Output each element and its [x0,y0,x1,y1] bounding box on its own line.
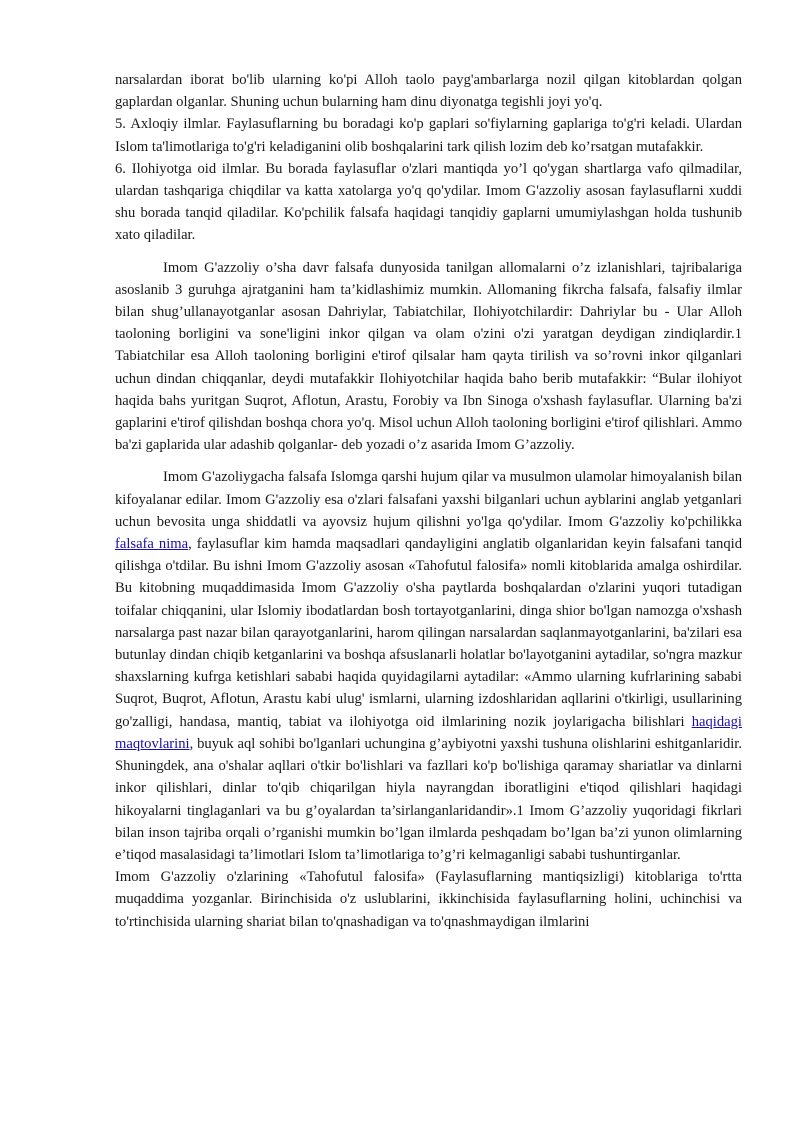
paragraph-tahofut [115,466,742,866]
paragraph-text: Imom G'azzoliy o'zlarining «Tahofutul falosifa» (Faylasuflarning mantiqsizligi) kitoblariga to'rtta muqaddima yozganlar. Birinchisida o'z uslublarini, ikkinchisida faylasuflarning holini, uchinchisi va to'rtinchisida ularning shariat bilan to'qnashadigan va to'qnashmaydigan ilmlarini [115,869,742,930]
paragraph-text: 5. Axloqiy ilmlar. Faylasuflarning bu boradagi ko'p gaplari so'fiylarning gaplariga to'g'ri keladi. Ulardan Islom ta'limotlariga to'g'ri keladiganini olib boshqalarini tark qilish lozim deb ko’rsatgan mutafakkir. [115,116,742,155]
paragraph-text: , buyuk aql sohibi bo'lganlari uchungina g’aybiyotni yaxshi tushuna olishlarini eshitganlaridir. Shuningdek, ana o'shalar aqllari o'tkir bo'lishlari va fazllari ko'p bo'lishiga qaramay shariatlar va dinlarni inkor qilishlari, dinlar to'qib chiqarilgan hiyla nayrangdan iboratligini e'tiqod qilishlari haqidagi hikoyalarni tinglaganlari va bu g’oyalardan ta’sirlanganlaridandir».1 Imom G’azzoliy yuqoridagi fikrlari bilan inson tajriba orqali o’rganishi mumkin bo’lgan ilmlarda peshqadam bo’lgan ba’zi yunon olimlarning e’tiqod masalasidagi ta’limotlari Islom ta’limotlariga to’g’ri kelmaganligi sababi tushuntirganlar. [115,735,742,863]
paragraph-text: Imom G'azzoliy o’sha davr falsafa dunyosida tanilgan allomalarni o’z izlanishlari, tajribalariga asoslanib 3 guruhga ajratganini ham ta’kidlashimiz mumkin. Allomaning fikrcha falsafa, falsafiy ilmlar bilan shug’ullanayotganlar asosan Dahriylar, Tabiatchilar, Ilohiyotchilardir: Dahriylar bu - Ular Alloh taoloning borligini va sone'ligini inkor qilgan va olam o'zini o'zi yaratgan deydigan zindiqlardir.1 Tabiatchilar esa Alloh taoloning borligini e'tirof qilsalar ham qayta tirilish va so’rovni inkor qilganlari uchun dindan chiqqanlar, deydi mutafakkir Ilohiyotchilar haqida baho berib mutafakkir: “Bular ilohiyot haqida bahs yuritgan Suqrot, Aflotun, Arastu, Forobiy va Ibn Sinoga o'xshash faylasuflar. Ularning ba'zi gaplarini e'tirof qilishdan boshqa chora yo'q. Misol uchun Alloh taoloning borligini e'tirof qilishlari. Ammo ba'zi gaplarida ular adashib qolganlar- deb yozadi o’z asarida Imom G’azzoliy. [115,259,742,454]
paragraph-three-groups [115,257,742,457]
paragraph-theology [115,158,742,247]
paragraph-text: narsalardan iborat bo'lib ularning ko'pi Alloh taolo payg'ambarlarga nozil qilgan kitoblardan qolgan gaplardan olganlar. Shuning uchun bularning ham dinu diyonatga tegishli joyi yo'q. [115,72,742,111]
paragraph-ethics [115,113,742,157]
paragraph-text: , faylasuflar kim hamda maqsadlari qandayligini anglatib olganlaridan keyin falsafani tanqid qilishga o'tdilar. Bu ishni Imom G'azzoliy asosan «Tahofutul falosifa» nomli kitoblarida amalga oshirdilar. Bu kitobning muqaddimasida Imom G'azzoliy o'sha paytlarda boshqalardan o'zlarini yuqori tutadigan toifalar chiqqanini, ular Islomiy ibodatlardan bosh tortayotganlarini, dinga shior bo'lgan namozga o'xshash narsalarga past nazar bilan qarayotganlarini, harom qilingan narsalardan saqlanmayotganlarini, ba'zilari esa butunlay dindan chiqib ketganlarini va boshqa afsuslanarli holatlar bo'layotganini aytadilar, so'ngra mazkur shaxslarning kufrga ketishlari sababi haqida quyidagilarni aytadilar: «Ammo ularning kufrlarining sababi Suqrot, Buqrot, Aflotun, Arastu kabi ulug' ismlarni, ularning izdoshlaridan aqllarini o'tkirligi, usullarining go'zalligi, handasa, mantiq, tabiat va ilohiyotga oid ilmlarining nozik joylarigacha bilishlari [115,536,742,730]
paragraph-text: 6. Ilohiyotga oid ilmlar. Bu borada faylasuflar o'zlari mantiqda yo’l qo'ygan shartlarga vafo qilmadilar, ulardan tashqariga chiqdilar va katta xatolarga yo'q qo'ydilar. Imom G'azzoliy asosan faylasuflarni xuddi shu borada tanqid qiladilar. Ko'pchilik falsafa haqidagi tanqidiy gaplarni umumiylashgan holda tushunib xato qiladilar. [115,160,742,244]
paragraph-text: Imom G'azoliygacha falsafa Islomga qarshi hujum qilar va musulmon ulamolar himoyalanish bilan kifoyalanar edilar. Imom G'azzoliy esa o'zlari falsafani yaxshi bilganlari uchun ayblarini anglab yetganlari uchun bevosita unga shiddatli va ayovsiz hujum qilishni yo'lga qo'ydilar. Imom G'azzoliy ko'pchilikka [115,469,742,530]
haqidagi-maqtovlarini-link[interactable]: haqidagi maqtovlarini [115,713,742,752]
paragraph-muqaddima [115,866,742,933]
paragraph-intro [115,69,742,113]
falsafa-nima-link[interactable]: falsafa nima [115,536,189,553]
